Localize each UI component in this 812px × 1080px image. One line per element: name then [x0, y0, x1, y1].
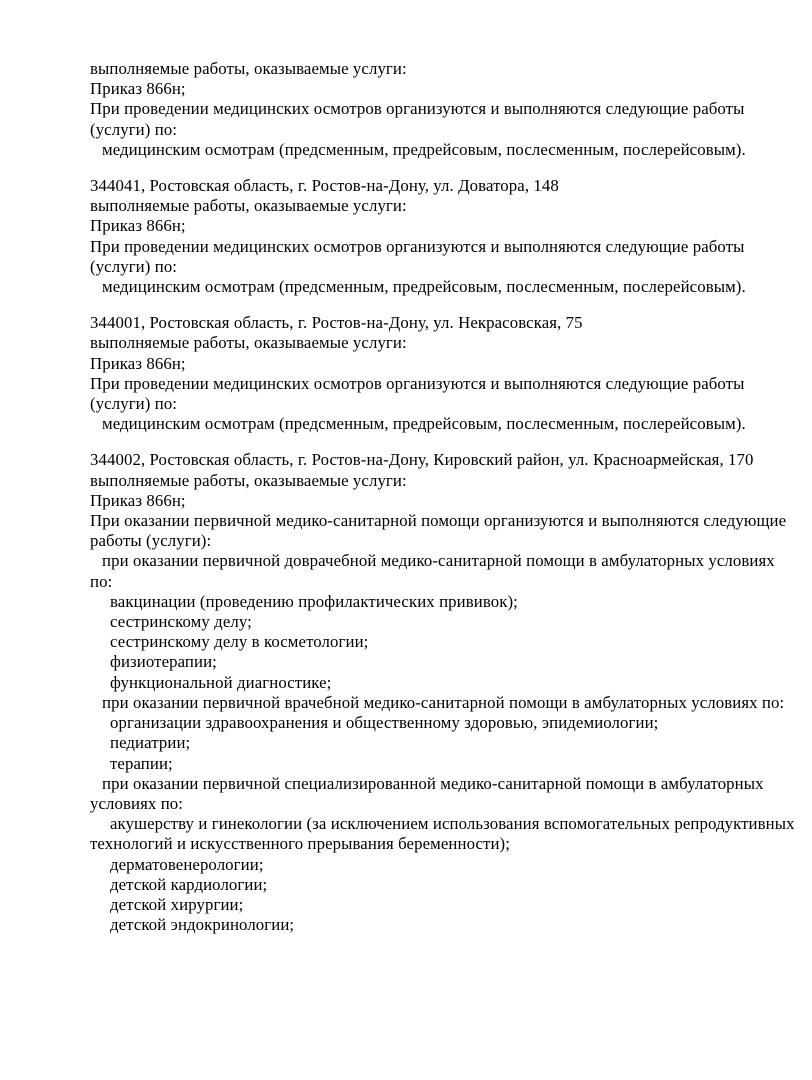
text-line: детской хирургии;: [110, 894, 244, 914]
text-line: работы (услуги):: [90, 531, 212, 551]
license-location-block: [90, 450, 795, 935]
text-line: педиатрии;: [110, 733, 191, 753]
text-line: при оказании первичной доврачебной медико-санитарной помощи в амбулаторных условиях: [102, 551, 775, 571]
text-line: выполняемые работы, оказываемые услуги:: [90, 59, 407, 78]
text-line: медицинским осмотрам (предсменным, предрейсовым, послесменным, послерейсовым).: [102, 414, 746, 434]
text-line: Приказ 866н;: [90, 79, 186, 99]
text-line: (услуги) по:: [90, 119, 178, 139]
text-line: При проведении медицинских осмотров организуются и выполняются следующие работы: [90, 373, 745, 393]
license-location-block: [90, 176, 754, 297]
text-line: функциональной диагностике;: [110, 672, 332, 692]
text-line: Приказ 866н;: [90, 353, 186, 373]
text-line: выполняемые работы, оказываемые услуги:: [90, 470, 407, 490]
text-line: Приказ 866н;: [90, 490, 186, 510]
text-line: (услуги) по:: [90, 256, 178, 276]
text-line: технологий и искусственного прерывания беременности);: [90, 834, 510, 854]
text-line: сестринскому делу;: [110, 612, 252, 632]
text-line: сестринскому делу в косметологии;: [110, 632, 369, 652]
text-line: детской эндокринологии;: [110, 915, 295, 935]
text-line: При оказании первичной медико-санитарной помощи организуются и выполняются следующие: [90, 511, 787, 531]
address-line: 344001, Ростовская область, г. Ростов-на-Дону, ул. Некрасовская, 75: [90, 313, 583, 333]
text-line: выполняемые работы, оказываемые услуги:: [90, 333, 407, 353]
text-line: При проведении медицинских осмотров организуются и выполняются следующие работы: [90, 236, 745, 256]
text-line: акушерству и гинекологии (за исключением использования вспомогательных репродуктивных: [110, 814, 795, 834]
text-line: выполняемые работы, оказываемые услуги:: [90, 196, 407, 216]
text-line: дерматовенерологии;: [110, 854, 264, 874]
text-line: условиях по:: [90, 793, 184, 813]
text-line: медицинским осмотрам (предсменным, предрейсовым, послесменным, послерейсовым).: [102, 139, 746, 159]
address-line: 344002, Ростовская область, г. Ростов-на-Дону, Кировский район, ул. Красноармейская, 170: [90, 450, 754, 470]
text-line: при оказании первичной специализированной медико-санитарной помощи в амбулаторных: [102, 773, 764, 793]
license-location-block: [90, 313, 754, 434]
text-line: медицинским осмотрам (предсменным, предрейсовым, послесменным, послерейсовым).: [102, 277, 746, 297]
text-line: физиотерапии;: [110, 652, 217, 672]
text-line: (услуги) по:: [90, 394, 178, 414]
address-line: 344041, Ростовская область, г. Ростов-на-Дону, ул. Доватора, 148: [90, 176, 559, 196]
text-line: Приказ 866н;: [90, 216, 186, 236]
text-line: терапии;: [110, 753, 173, 773]
text-line: вакцинации (проведению профилактических прививок);: [110, 591, 518, 611]
text-line: При проведении медицинских осмотров организуются и выполняются следующие работы: [90, 99, 745, 119]
text-line: детской кардиологии;: [110, 874, 268, 894]
license-location-block: [90, 59, 754, 160]
text-line: по:: [90, 571, 113, 591]
text-line: организации здравоохранения и общественному здоровью, эпидемиологии;: [110, 713, 659, 733]
text-line: при оказании первичной врачебной медико-санитарной помощи в амбулаторных условиях по:: [102, 692, 785, 712]
